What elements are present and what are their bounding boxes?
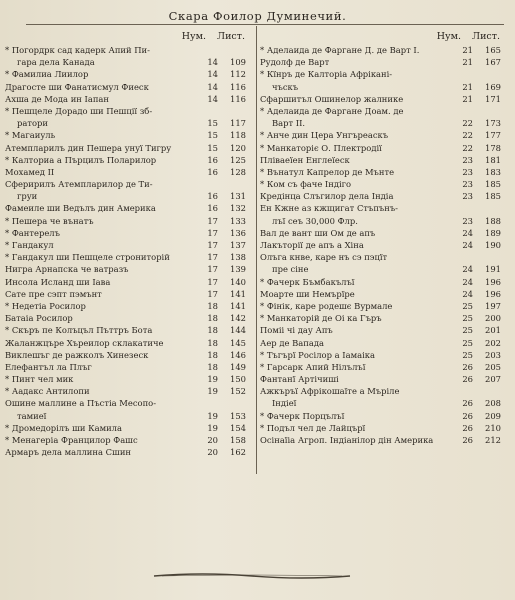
entry-title: Кредінца Слъгилор дела Індіа [260,191,394,202]
entry-page: 125 [230,154,246,165]
toc-entry [260,105,503,117]
entry-number: 21 [462,57,473,68]
entry-number: 21 [462,93,473,104]
toc-entry [5,349,248,361]
entry-title: Моарте ши Немърїре [260,288,355,299]
toc-entry [260,154,503,166]
entry-number: 19 [207,410,218,421]
entry-page: 146 [230,349,246,360]
toc-entry [260,410,503,422]
entry-number: 14 [207,69,218,80]
toc-entry [5,178,248,190]
ornamental-rule [152,571,352,581]
entry-number: 16 [207,203,218,214]
entry-page: 167 [485,57,501,68]
entry-title: * Аделаида де Фаргане Доам. де [260,105,404,116]
entry-number: 15 [207,142,218,153]
entry-number: 18 [207,325,218,336]
toc-entry [260,68,503,80]
entry-number: 17 [207,288,218,299]
toc-entry [260,337,503,349]
entry-page: 191 [485,264,501,275]
entry-title: груи [17,191,38,202]
entry-page: 210 [485,422,501,433]
toc-entry [5,276,248,288]
entry-page: 183 [485,166,501,177]
entry-page: 117 [230,118,246,129]
toc-entry [260,93,503,105]
toc-entry [5,117,248,129]
toc-entry [5,373,248,385]
toc-entry [260,373,503,385]
left-entries [5,44,248,458]
entry-number: 20 [207,447,218,458]
entry-title: * Магаиуль [5,130,56,141]
entry-page: 200 [485,313,501,324]
entry-title: Поміі чі дау Апъ [260,325,333,336]
entry-title: Мохамед II [5,166,55,177]
entry-page: 142 [230,313,246,324]
entry-page: 177 [485,130,501,141]
toc-entry [5,410,248,422]
toc-entry [5,288,248,300]
entry-page: 208 [485,398,501,409]
entry-title: * Гарсарк Апий Нілълъї [260,361,366,372]
entry-page: 188 [485,215,501,226]
entry-title: * Тъгърї Росілор а Іамаіка [260,349,375,360]
toc-entry [5,422,248,434]
entry-page: 112 [230,69,246,80]
toc-entry [260,324,503,336]
entry-number: 14 [207,57,218,68]
toc-entry [260,276,503,288]
toc-entry [5,81,248,93]
entry-number: 25 [462,313,473,324]
toc-entry [5,263,248,275]
entry-title: * Пешера че вънатъ [5,215,94,226]
toc-entry [5,215,248,227]
entry-title: Виклешъг де ражколъ Хинезеск [5,349,149,360]
entry-page: 178 [485,142,501,153]
entry-number: 19 [207,374,218,385]
entry-number: 17 [207,227,218,238]
entry-page: 185 [485,191,501,202]
entry-number: 23 [462,154,473,165]
toc-entry [260,385,503,397]
left-column [5,26,248,474]
entry-number: 15 [207,130,218,141]
entry-page: 109 [230,57,246,68]
entry-title: Сате пре сэпт пэмънт [5,288,102,299]
entry-title: Фантанї Артічиші [260,374,339,385]
entry-title: * Менагеріа Францилор Фашс [5,435,138,445]
list-header: Лист. [472,31,500,42]
entry-number: 23 [462,215,473,226]
list-header: Лист. [217,31,245,42]
entry-number: 26 [462,374,473,385]
entry-title: Ошине маллине а Пъстіа Месопо- [5,398,157,409]
entry-number: 18 [207,349,218,360]
entry-number: 17 [207,240,218,250]
toc-entry [5,300,248,312]
entry-page: 137 [230,240,246,250]
entry-title: Сфаршитъл Ошинелор жалнике [260,93,404,104]
entry-number: 23 [462,191,473,202]
toc-entry [5,93,248,105]
entry-title: * Вънатул Капрелор де Мънте [260,166,395,177]
right-entries [260,44,503,446]
entry-title: * Манкаторіє О. Плектродії [260,142,382,153]
entry-page: 131 [230,191,246,202]
entry-page: 141 [230,288,246,299]
entry-title: Варт II. [272,118,306,129]
entry-page: 203 [485,349,501,360]
toc-entry [5,68,248,80]
entry-title: пре сіне [272,264,309,275]
toc-entry [260,422,503,434]
toc-entry [5,202,248,214]
toc-entry [5,105,248,117]
entry-page: 150 [230,374,246,385]
toc-entry [5,434,248,446]
entry-page: 189 [485,227,501,238]
entry-title: * Манкаторій де Оі ка Гъръ [260,313,382,324]
toc-entry [260,349,503,361]
entry-number: 19 [207,386,218,397]
toc-entry [260,202,503,214]
entry-number: 21 [462,45,473,55]
entry-page: 116 [230,81,246,92]
entry-page: 118 [230,130,246,141]
entry-title: Батаіа Росилор [5,313,73,324]
entry-title: * Гандакул ши Пешцеле строниторій [5,252,170,263]
entry-page: 197 [485,300,501,311]
entry-title: * Пешцеле Дорадо ши Пешції зб- [5,105,153,116]
entry-page: 149 [230,361,246,372]
entry-title: Індіеї [272,398,297,409]
column-divider [256,26,257,474]
toc-entry [5,446,248,458]
entry-page: 165 [485,45,501,55]
entry-number: 17 [207,215,218,226]
toc-entry [5,312,248,324]
entry-page: 196 [485,276,501,287]
entry-title: Вал де вант ши Ом де апъ [260,227,376,238]
toc-entry [260,178,503,190]
entry-page: 162 [230,447,246,458]
entry-page: 169 [485,81,501,92]
entry-page: 141 [230,300,246,311]
entry-title: Аер де Вапада [260,337,324,348]
entry-page: 133 [230,215,246,226]
entry-title: Ахша де Мода ин Iапан [5,93,109,104]
entry-number: 16 [207,191,218,202]
entry-number: 15 [207,118,218,129]
toc-entry [260,434,503,446]
entry-title: Лакъторії де апъ а Хіна [260,240,364,250]
entry-title: * Аадакс Антилопи [5,386,90,397]
toc-entry [260,239,503,251]
entry-page: 152 [230,386,246,397]
entry-page: 154 [230,422,246,433]
entry-page: 209 [485,410,501,421]
entry-number: 25 [462,349,473,360]
entry-title: Олъга кнве, каре нъ сэ пэцїт [260,252,388,263]
entry-title: Рудолф де Варт [260,57,330,68]
entry-page: 138 [230,252,246,263]
entry-title: Ен Кжне аз кжщигат Стъпънъ- [260,203,398,214]
entry-number: 20 [207,435,218,445]
entry-number: 26 [462,422,473,433]
entry-number: 17 [207,252,218,263]
entry-number: 14 [207,81,218,92]
entry-page: 144 [230,325,246,336]
entry-page: 158 [230,435,246,445]
entry-number: 24 [462,240,473,250]
toc-entry [260,300,503,312]
entry-title: Армаръ дела маллина Сшин [5,447,131,458]
entry-title: * Анче дин Цера Унгъреаскъ [260,130,389,141]
entry-number: 24 [462,264,473,275]
entry-number: 25 [462,325,473,336]
toc-entry [260,263,503,275]
toc-entry [5,324,248,336]
entry-page: 181 [485,154,501,165]
entry-page: 173 [485,118,501,129]
entry-title: Елефантъл ла Плъг [5,361,92,372]
entry-title: ратори [17,118,48,129]
entry-title: * Кїнръ де Калторіа Афрікані- [260,69,393,80]
entry-page: 190 [485,240,501,250]
toc-entry [260,251,503,263]
toc-entry [5,56,248,68]
entry-number: 22 [462,130,473,141]
toc-entry [5,142,248,154]
entry-title: Нигра Арнапска че ватразъ [5,264,129,275]
entry-number: 18 [207,337,218,348]
toc-entry [260,397,503,409]
entry-number: 21 [462,81,473,92]
toc-entry [5,154,248,166]
entry-title: * Скъръ пе Колъцъл Пъттръ Бота [5,325,153,336]
toc-entry [5,166,248,178]
entry-number: 26 [462,361,473,372]
entry-number: 14 [207,93,218,104]
entry-number: 19 [207,422,218,433]
entry-number: 22 [462,118,473,129]
entry-title: * Пинт чел мик [5,374,74,385]
entry-number: 16 [207,166,218,177]
right-column-header [260,26,503,44]
left-column-header [5,26,248,44]
toc-entry [5,129,248,141]
entry-page: 128 [230,166,246,177]
right-column [260,26,503,474]
entry-title: * Фачерк Порцълъї [260,410,345,421]
toc-entry [5,190,248,202]
entry-page: 207 [485,374,501,385]
entry-title: Атемпларилъ дин Пешера унуї Тигру [5,142,172,153]
toc-entry [260,166,503,178]
entry-number: 23 [462,179,473,190]
toc-entry [260,215,503,227]
entry-title: * Подъл чел де Лайцърї [260,422,366,433]
entry-number: 26 [462,410,473,421]
entry-number: 16 [207,154,218,165]
toc-entry [260,361,503,373]
toc-entry [260,288,503,300]
entry-title: лъї сеъ 30,000 Флр. [272,215,358,226]
entry-page: 205 [485,361,501,372]
entry-title: * Недетіа Росилор [5,300,86,311]
entry-title: * Фамилиа Лиилор [5,69,89,80]
toc-entry [5,397,248,409]
toc-entry [5,361,248,373]
entry-title: Осінаїіа Агроп. Індіанілор дін Америка [260,435,434,445]
entry-page: 132 [230,203,246,214]
entry-number: 24 [462,276,473,287]
entry-number: 25 [462,337,473,348]
entry-title: * Дромедорілъ ши Камила [5,422,122,433]
entry-page: 136 [230,227,246,238]
entry-number: 17 [207,264,218,275]
entry-page: 153 [230,410,246,421]
entry-page: 171 [485,93,501,104]
entry-title: * Гандакул [5,240,54,250]
title-rule [26,24,504,25]
entry-title: * Фінік, каре родешє Вурмале [260,300,393,311]
entry-number: 26 [462,435,473,445]
entry-title: * Фантерелъ [5,227,60,238]
entry-number: 18 [207,300,218,311]
toc-entry [260,117,503,129]
toc-entry [5,227,248,239]
toc-entry [5,251,248,263]
entry-page: 116 [230,93,246,104]
toc-entry [5,239,248,251]
toc-entry [260,190,503,202]
toc-entry [260,312,503,324]
entry-page: 202 [485,337,501,348]
entry-title: Пліваеїен Енглеїеск [260,154,350,165]
entry-number: 18 [207,361,218,372]
num-header: Нум. [436,31,461,42]
toc-entry [260,44,503,56]
entry-page: 185 [485,179,501,190]
entry-title: тамиеї [17,410,47,421]
entry-page: 145 [230,337,246,348]
entry-title: чъскъ [272,81,299,92]
entry-page: 120 [230,142,246,153]
entry-number: 25 [462,300,473,311]
toc-entry [5,44,248,56]
toc-entry [260,227,503,239]
entry-title: Инсола Исланд ши Iава [5,276,111,287]
entry-number: 22 [462,142,473,153]
entry-number: 24 [462,288,473,299]
entry-title: Драгосте ши Фанатисмул Фиеск [5,81,149,92]
toc-entry [5,337,248,349]
entry-number: 26 [462,398,473,409]
entry-title: * Ком съ фаче Індіго [260,179,352,190]
entry-page: 212 [485,435,501,445]
entry-page: 196 [485,288,501,299]
entry-title: * Калториа а Пърцилъ Поларилор [5,154,157,165]
entry-title: гара дела Канада [17,57,95,68]
entry-number: 24 [462,227,473,238]
toc-entry [260,56,503,68]
entry-title: Сферирилъ Атемпларилор де Ти- [5,179,153,190]
entry-title: Ажкъръї Афрікошаїте а Мъріле [260,386,400,397]
entry-title: * Аделаида де Фаргане Д. де Варт I. [260,45,420,55]
toc-entry [260,129,503,141]
num-header: Нум. [181,31,206,42]
entry-page: 140 [230,276,246,287]
toc-entry [260,142,503,154]
entry-number: 18 [207,313,218,324]
entry-number: 23 [462,166,473,177]
entry-title: * Фачерк Бъмбакълъї [260,276,355,287]
entry-page: 201 [485,325,501,336]
toc-entry [260,81,503,93]
page-title: Скара Фоилор Думинечий. [168,9,347,23]
entry-number: 17 [207,276,218,287]
entry-title: * Погордрк сад кадерк Апий Пи- [5,45,150,55]
entry-title: Жаланжцъре Хъреилор склакатиче [5,337,164,348]
toc-entry [5,385,248,397]
entry-page: 139 [230,264,246,275]
entry-title: Фамеиле ши Ведълъ дин Америка [5,203,156,214]
